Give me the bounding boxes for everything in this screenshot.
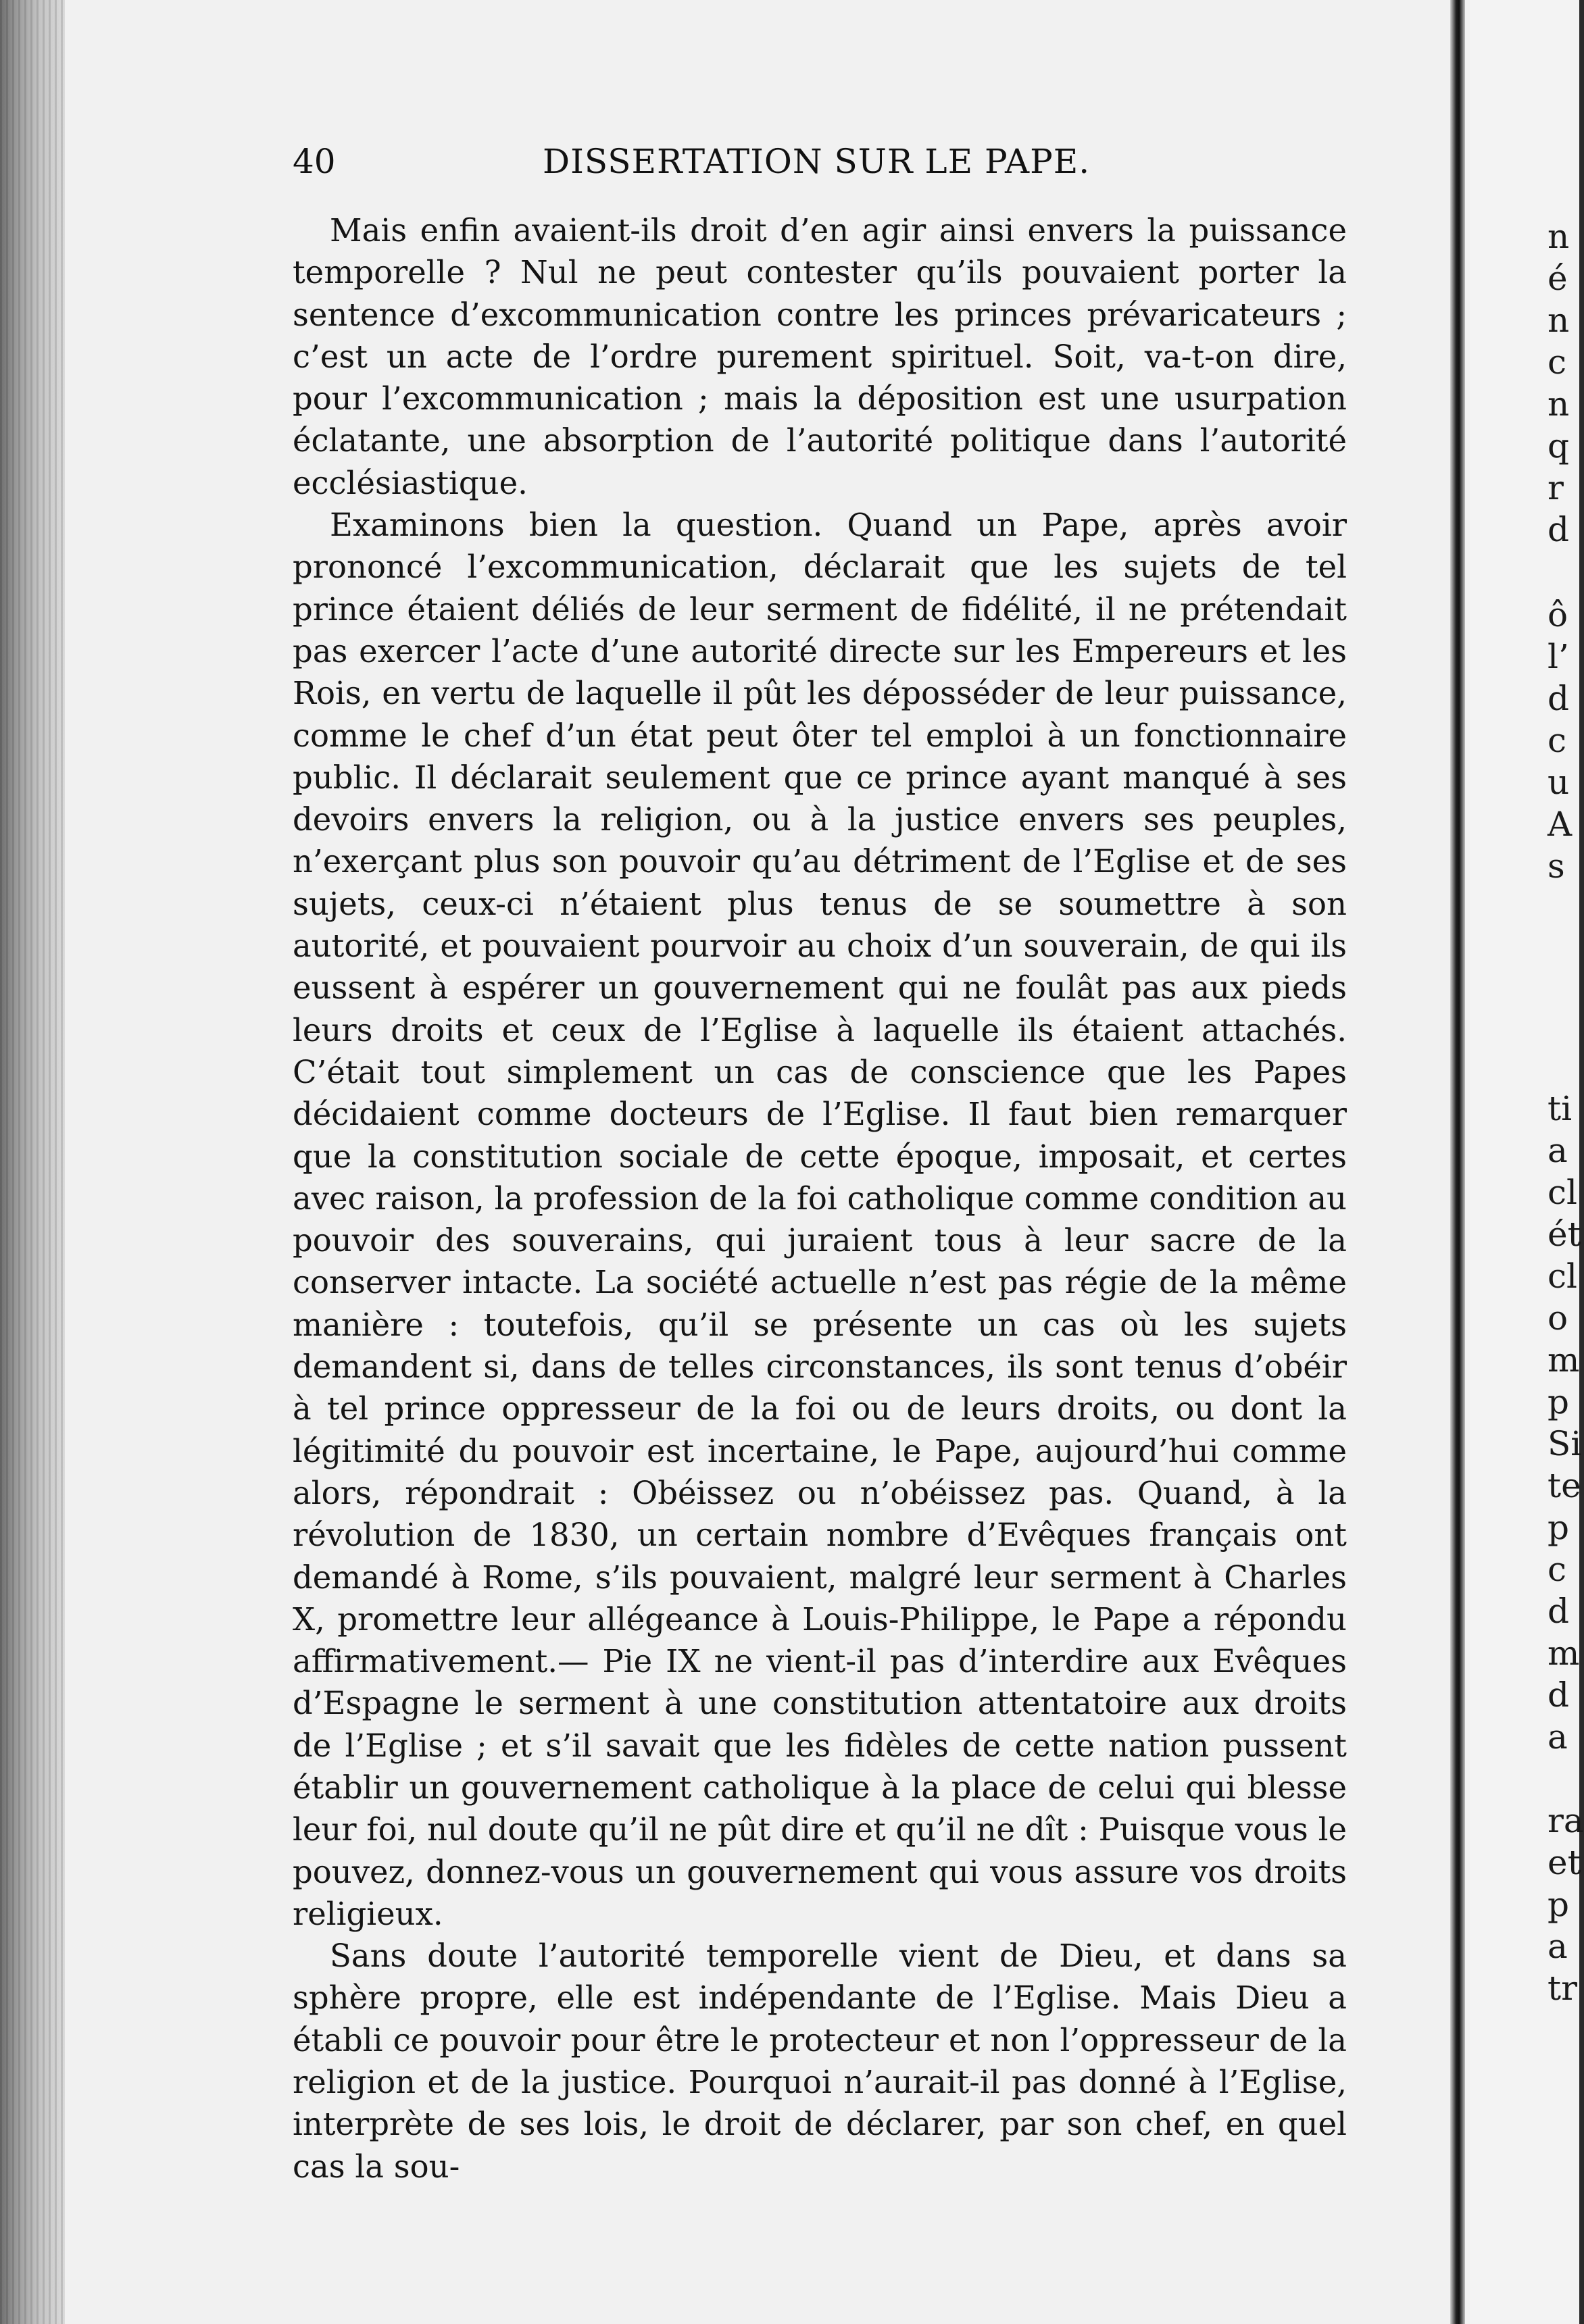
facing-fragment: et xyxy=(1548,1843,1581,1882)
facing-fragment: d xyxy=(1548,510,1570,549)
facing-fragment: q xyxy=(1548,426,1570,465)
page-body-text xyxy=(293,209,1347,2188)
facing-fragment: l’ xyxy=(1548,637,1569,676)
page-fold-shadow xyxy=(1450,0,1465,2324)
facing-fragment: d xyxy=(1548,679,1570,718)
facing-fragment: r xyxy=(1548,468,1564,507)
facing-fragment: d xyxy=(1548,1592,1570,1631)
facing-fragment: cl xyxy=(1548,1173,1577,1212)
facing-fragment: c xyxy=(1548,1550,1567,1589)
facing-fragment: n xyxy=(1548,384,1570,424)
facing-fragment: é xyxy=(1548,259,1568,298)
facing-fragment: p xyxy=(1548,1508,1570,1547)
facing-fragment: A xyxy=(1548,805,1573,844)
facing-fragment: tr xyxy=(1548,1969,1577,2008)
facing-fragment: a xyxy=(1548,1131,1568,1170)
facing-fragment: cl xyxy=(1548,1257,1577,1296)
facing-fragment: ét xyxy=(1548,1215,1581,1254)
facing-fragment: Si xyxy=(1548,1424,1582,1463)
facing-fragment: ra xyxy=(1548,1801,1584,1840)
paragraph: Mais enfin avaient-ils droit d’en agir ainsi envers la puissance temporelle ? Nul ne peut contester qu’ils pouvaient porter la sentence d’excommunication contre les princes prévaricateurs ; c’est un acte de l’ordre purement spirituel. Soit, va-t-on dire, pour l’excommunication ; mais la déposition est une usurpation éclatante, une absorption de l’autorité politique dans l’autorité ecclésiastique. xyxy=(293,212,1347,501)
facing-fragment: ti xyxy=(1548,1089,1573,1128)
page-header xyxy=(293,135,1441,189)
paragraph: Sans doute l’autorité temporelle vient de Dieu, et dans sa sphère propre, elle est indépendante de l’Eglise. Mais Dieu a établi ce pouvoir pour être le protecteur et non l’oppresseur de la religion et de la justice. Pourquoi n’aurait-il pas donné à l’Eglise, interprète de ses lois, le droit de déclarer, par son chef, en quel cas la sou- xyxy=(293,1938,1347,2185)
facing-fragment: te xyxy=(1548,1466,1581,1505)
facing-fragment: p xyxy=(1548,1382,1570,1421)
paragraph: Examinons bien la question. Quand un Pape, après avoir prononcé l’excommunication, déclarait que les sujets de tel prince étaient déliés de leur serment de fidélité, il ne prétendait pas exercer l’acte d’une autorité directe sur les Empereurs et les Rois, en vertu de laquelle il pût les déposséder de leur puissance, comme le chef d’un état peut ôter tel emploi à un fonctionnaire public. Il déclarait seulement que ce prince ayant manqué à ses devoirs envers la religion, ou à la justice envers ses peuples, n’exerçant plus son pouvoir qu’au détriment de l’Eglise et de ses sujets, ceux-ci n’étaient plus tenus de se soumettre à son autorité, et pouvaient pourvoir au choix d’un souverain, de qui ils eussent à espérer un gouvernement qui ne foulât pas aux pieds leurs droits et ceux de l’Eglise à laquelle ils étaient attachés. C’était tout simplement un cas de conscience que les Papes décidaient comme docteurs de l’Eglise. Il faut bien remarquer que la constitution sociale de cette époque, imposait, et certes avec raison, la profession de la foi catholique comme condition au pouvoir des souverains, qui juraient tous à leur sacre de la conserver intacte. La société actuelle n’est pas régie de la même manière : toutefois, qu’il se présente un cas où les sujets demandent si, dans de telles circonstances, ils sont tenus d’obéir à tel prince oppresseur de la foi ou de leurs droits, ou dont la légitimité du pouvoir est incertaine, le Pape, aujourd’hui comme alors, répondrait : Obéissez ou n’obéissez pas. Quand, à la révolution de 1830, un certain nombre d’Evêques français ont demandé à Rome, s’ils pouvaient, malgré leur serment à Charles X, promettre leur allégeance à Louis-Philippe, le Pape a répondu affirmativement.— Pie IX ne vient-il pas d’interdire aux Evêques d’Espagne le serment à une constitution attentatoire aux droits de l’Eglise ; et s’il savait que les fidèles de cette nation pussent établir un gouvernement catholique à la place de celui qui blesse leur foi, nul doute qu’il ne pût dire et qu’il ne dît : Puisque vous le pouvez, donnez-vous un gouvernement qui vous assure vos droits religieux. xyxy=(293,507,1347,1932)
facing-fragment: o xyxy=(1548,1298,1568,1338)
facing-fragment: a xyxy=(1548,1927,1568,1966)
facing-fragment: s xyxy=(1548,847,1565,886)
facing-fragment: c xyxy=(1548,343,1567,382)
running-title: DISSERTATION SUR LE PAPE. xyxy=(543,142,1091,181)
facing-fragment: d xyxy=(1548,1675,1570,1715)
facing-fragment: ô xyxy=(1548,595,1568,634)
facing-fragment: n xyxy=(1548,301,1570,340)
facing-fragment: p xyxy=(1548,1885,1570,1924)
facing-fragment: a xyxy=(1548,1717,1568,1757)
facing-fragment: n xyxy=(1548,217,1570,256)
facing-fragment: m xyxy=(1548,1634,1580,1673)
facing-fragment: m xyxy=(1548,1340,1580,1380)
page-number: 40 xyxy=(293,142,336,181)
facing-fragment: u xyxy=(1548,763,1570,802)
left-binding-edge xyxy=(0,0,65,2324)
facing-fragment: c xyxy=(1548,721,1567,760)
